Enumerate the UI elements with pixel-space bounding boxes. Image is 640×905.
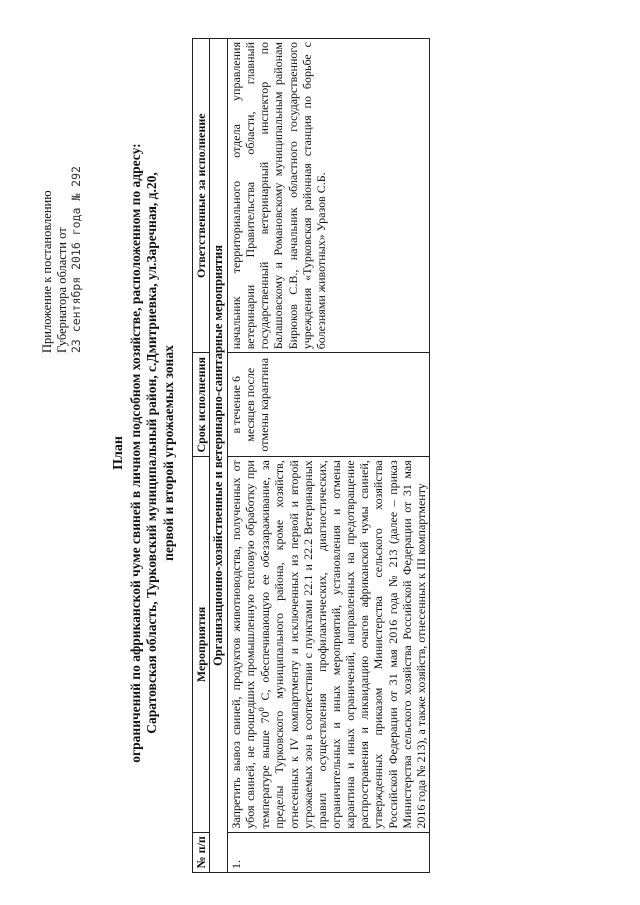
header-deadline: Срок исполнения bbox=[193, 352, 210, 456]
header-responsible: Ответственные за исполнение bbox=[193, 38, 210, 352]
document-title-block bbox=[110, 33, 178, 873]
appendix-date-number: 23 сентября 2016 года № 292 bbox=[69, 165, 83, 353]
section-row bbox=[210, 38, 228, 872]
row-responsible: начальник территориального отдела управления ветеринарии Правительства области, главный государственный ветеринарный инспектор по Балашовскому и Романовскому муниципальным районам Бирюков С.В., начальник областного государственного учреждения «Турковская районная станция по борьбе с болезнями животных» Уразов С.Б. bbox=[227, 38, 429, 352]
document-page bbox=[20, 13, 620, 893]
appendix-line-2: Губернатора области от bbox=[55, 226, 69, 353]
title-line-1: ограничений по африканской чуме свиней в личном подсобном хозяйстве, расположенном по адресу: bbox=[127, 142, 143, 763]
row-deadline: в течение 6 месяцев после отмены карантина bbox=[227, 352, 429, 456]
table-row bbox=[227, 38, 429, 872]
title-line-3: первой и второй угрожаемых зонах bbox=[161, 344, 177, 561]
appendix-header bbox=[40, 166, 84, 353]
plan-table bbox=[192, 38, 430, 873]
header-events: Мероприятия bbox=[193, 456, 210, 831]
table-header-row bbox=[193, 38, 210, 872]
row-event-text-2: С, обеспечивающую ее обеззараживание, за пределы Турковского муниципального района, кроме хозяйств, отнесенных к IV компартменту и исключенных из первой и второй угрожаемых зон в соответствии с пунктами 22.1 и 22.2 Ветеринарных правил осуществления профилактических, диагностических, ограничительных и иных мероприятий, установления и отмены карантина и иных ограничений, направленных на предотвращение распространения и ликвидацию очагов африканской чумы свиней, утвержденных приказом Министерства сельского хозяйства Российской Федерации от 31 мая 2016 года № 213 (далее – приказ Министерства сельского хозяйства Российской Федерации от 31 мая 2016 года № 213), а также хозяйств, отнесенных к III компартменту bbox=[258, 459, 428, 829]
title-line-2: Саратовская область, Турковский муниципальный район, с.Дмитриевка, ул.Заречная, д.20, bbox=[144, 171, 160, 734]
section-title: Организационно-хозяйственные и ветеринарно-санитарные мероприятия bbox=[210, 38, 228, 872]
appendix-line-1: Приложение к постановлению bbox=[40, 189, 54, 353]
row-event bbox=[227, 456, 429, 831]
row-number: 1. bbox=[227, 832, 429, 872]
header-number: № п/п bbox=[193, 832, 210, 872]
document-title: План bbox=[111, 435, 126, 470]
degree-superscript: 0 bbox=[257, 706, 267, 711]
row-event-text-1: Запретить вывоз свиней, продуктов животноводства, полученных от убоя свиней, не прошедших промышленную тепловую обработку при температуре выше 70 bbox=[228, 459, 273, 829]
